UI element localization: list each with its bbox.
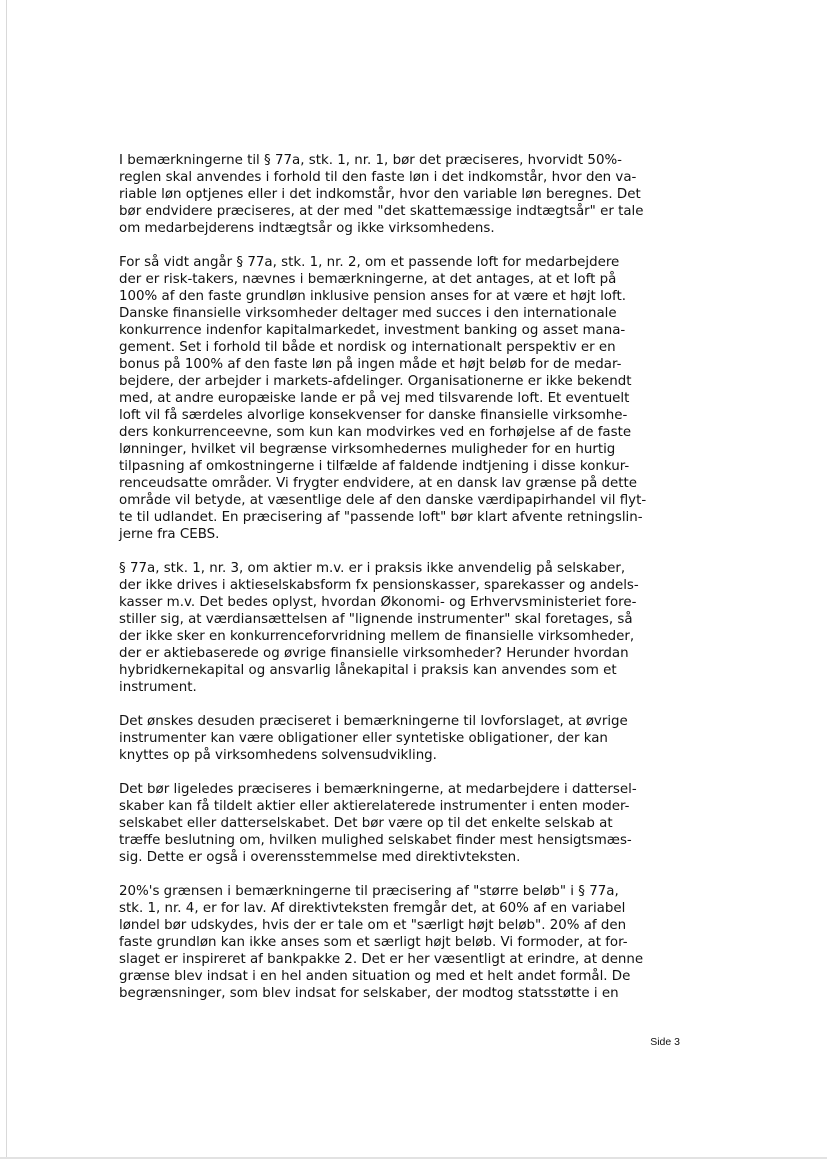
text-line: 100% af den faste grundløn inklusive pension anses for at være et højt loft.	[119, 289, 626, 304]
text-line: instrument.	[119, 680, 197, 695]
text-line: begrænsninger, som blev indsat for selskaber, der modtog statsstøtte i en	[119, 986, 619, 1001]
text-line: Det ønskes desuden præciseret i bemærkningerne til lovforslaget, at øvrige	[119, 714, 628, 729]
text-line: skaber kan få tildelt aktier eller aktierelaterede instrumenter i enten moder-	[119, 799, 630, 814]
text-line: der er aktiebaserede og øvrige finansielle virksomheder? Herunder hvordan	[119, 646, 629, 661]
text-line: 20%'s grænsen i bemærkningerne til præcisering af "større beløb" i § 77a,	[119, 884, 619, 899]
page-left-edge	[6, 0, 7, 1158]
paragraph-5	[119, 781, 679, 866]
text-line: Det bør ligeledes præciseres i bemærkningerne, at medarbejdere i dattersel-	[119, 782, 637, 797]
text-line: der ikke sker en konkurrenceforvridning mellem de finansielle virksomheder,	[119, 629, 635, 644]
text-line: instrumenter kan være obligationer eller syntetiske obligationer, der kan	[119, 731, 608, 746]
text-line: I bemærkningerne til § 77a, stk. 1, nr. 1, bør det præciseres, hvorvidt 50%-	[119, 153, 623, 168]
paragraph-2	[119, 254, 679, 543]
text-line: slaget er inspireret af bankpakke 2. Det er her væsentligt at erindre, at denne	[119, 952, 644, 967]
text-line: For så vidt angår § 77a, stk. 1, nr. 2, om et passende loft for medarbejdere	[119, 255, 620, 270]
text-line: bør endvidere præciseres, at der med "det skattemæssige indtægtsår" er tale	[119, 204, 644, 219]
text-line: renceudsatte områder. Vi frygter endvidere, at en dansk lav grænse på dette	[119, 476, 638, 491]
text-line: træffe beslutning om, hvilken mulighed selskabet finder mest hensigtsmæs-	[119, 833, 632, 848]
text-line: stk. 1, nr. 4, er for lav. Af direktivteksten fremgår det, at 60% af en variabel	[119, 901, 626, 916]
text-line: stiller sig, at værdiansættelsen af "lignende instrumenter" skal foretages, så	[119, 612, 633, 627]
text-line: sig. Dette er også i overensstemmelse med direktivteksten.	[119, 850, 521, 865]
text-line: om medarbejderens indtægtsår og ikke virksomhedens.	[119, 221, 495, 236]
text-line: § 77a, stk. 1, nr. 3, om aktier m.v. er i praksis ikke anvendelig på selskaber,	[119, 561, 626, 576]
text-line: te til udlandet. En præcisering af "passende loft" bør klart afvente retningslin-	[119, 510, 643, 525]
text-line: reglen skal anvendes i forhold til den faste løn i det indkomstår, hvor den va-	[119, 170, 637, 185]
text-line: knyttes op på virksomhedens solvensudvikling.	[119, 748, 437, 763]
text-line: riable løn optjenes eller i det indkomstår, hvor den variable løn beregnes. Det	[119, 187, 641, 202]
text-line: der ikke drives i aktieselskabsform fx pensionskasser, sparekasser og andels-	[119, 578, 639, 593]
document-body	[119, 152, 679, 1019]
text-line: område vil betyde, at væsentlige dele af den danske værdipapirhandel vil flyt-	[119, 493, 647, 508]
text-line: med, at andre europæiske lande er på vej med tilsvarende loft. Et eventuelt	[119, 391, 630, 406]
text-line: konkurrence indenfor kapitalmarkedet, investment banking og asset mana-	[119, 323, 626, 338]
text-line: gement. Set i forhold til både et nordisk og internationalt perspektiv er en	[119, 340, 616, 355]
text-line: bonus på 100% af den faste løn på ingen måde et højt beløb for de medar-	[119, 357, 622, 372]
text-line: selskabet eller datterselskabet. Det bør være op til det enkelte selskab at	[119, 816, 613, 831]
text-line: grænse blev indsat i en hel anden situation og med et helt andet formål. De	[119, 969, 631, 984]
text-line: ders konkurrenceevne, som kun kan modvirkes ved en forhøjelse af de faste	[119, 425, 632, 440]
paragraph-4	[119, 713, 679, 764]
paragraph-1	[119, 152, 679, 237]
text-line: løndel bør udskydes, hvis der er tale om et "særligt højt beløb". 20% af den	[119, 918, 627, 933]
paragraph-3	[119, 560, 679, 696]
text-line: Danske finansielle virksomheder deltager med succes i den internationale	[119, 306, 617, 321]
text-line: bejdere, der arbejder i markets-afdelinger. Organisationerne er ikke bekendt	[119, 374, 632, 389]
text-line: der er risk-takers, nævnes i bemærkningerne, at det antages, at et loft på	[119, 272, 617, 287]
text-line: kasser m.v. Det bedes oplyst, hvordan Økonomi- og Erhvervsministeriet fore-	[119, 595, 637, 610]
text-line: hybridkernekapital og ansvarlig lånekapital i praksis kan anvendes som et	[119, 663, 617, 678]
page-number: Side 3	[650, 1036, 680, 1048]
text-line: tilpasning af omkostningerne i tilfælde af faldende indtjening i disse konkur-	[119, 459, 630, 474]
text-line: lønninger, hvilket vil begrænse virksomhedernes muligheder for en hurtig	[119, 442, 616, 457]
text-line: loft vil få særdeles alvorlige konsekvenser for danske finansielle virksomhe-	[119, 408, 628, 423]
page-bottom-edge	[0, 1157, 827, 1159]
text-line: jerne fra CEBS.	[119, 527, 220, 542]
paragraph-6	[119, 883, 679, 1002]
text-line: faste grundløn kan ikke anses som et særligt højt beløb. Vi formoder, at for-	[119, 935, 628, 950]
